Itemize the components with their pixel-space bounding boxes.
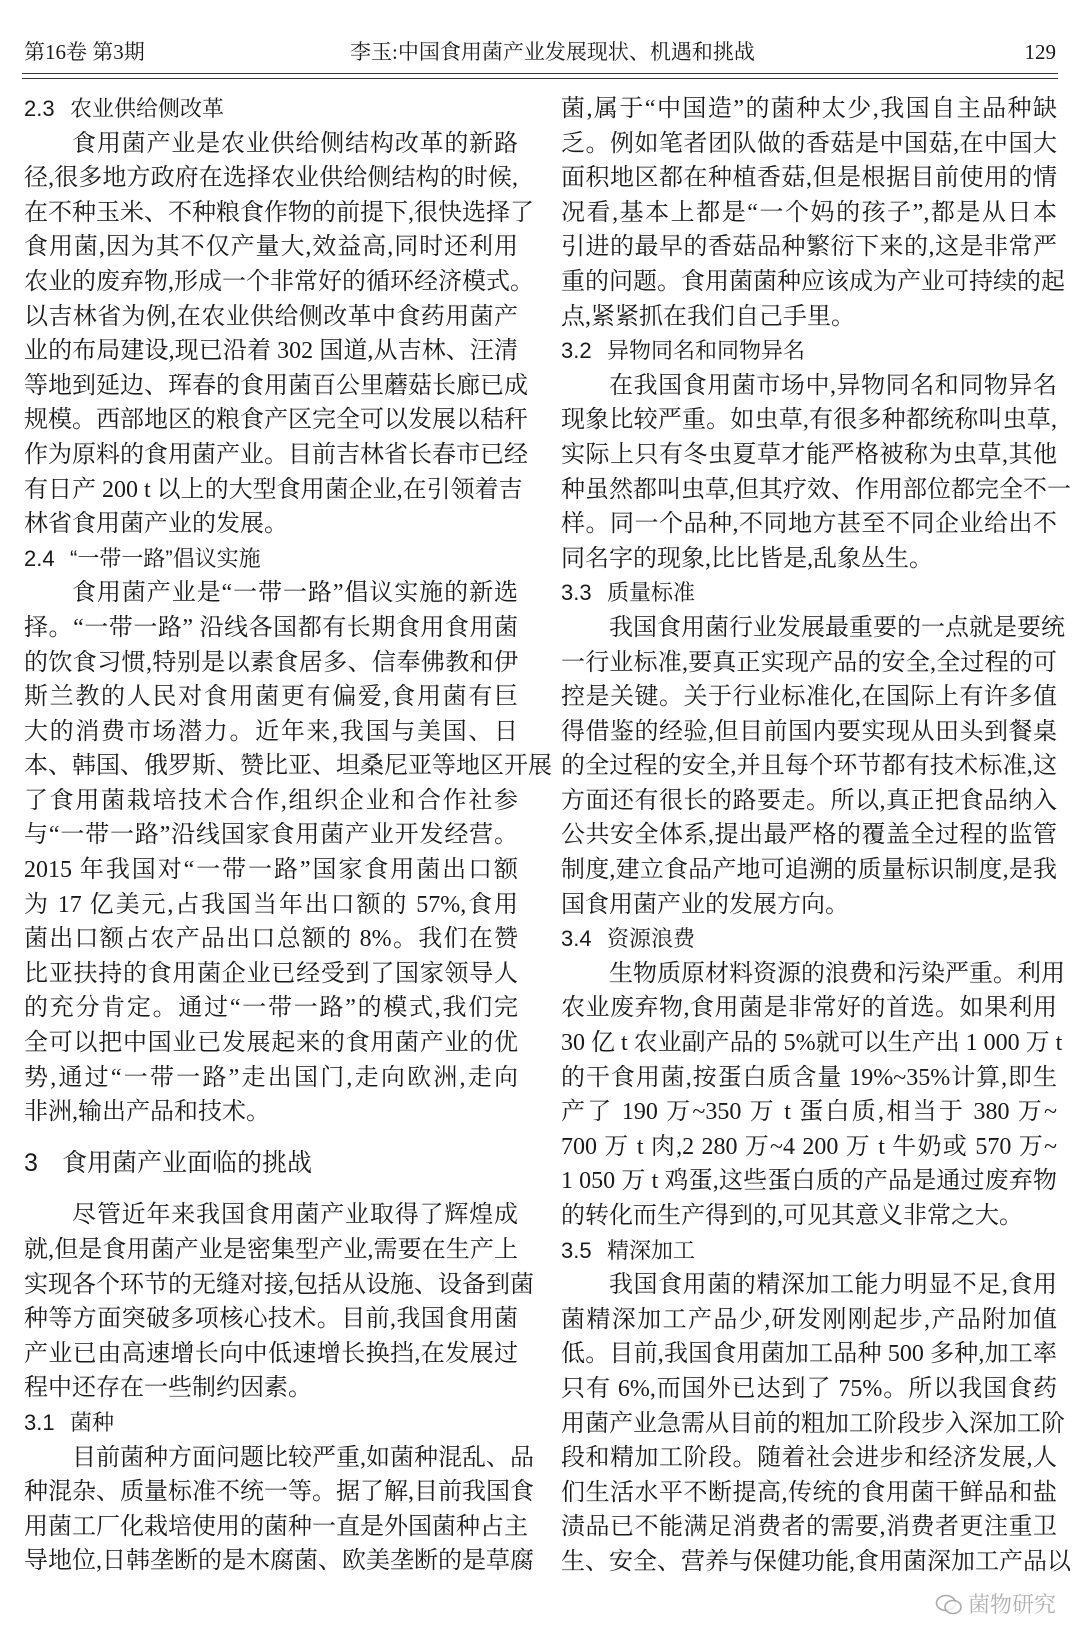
text-line: 规模。西部地区的粮食产区完全可以发展以秸秆 xyxy=(24,407,528,434)
text-line: 我国食用菌行业发展最重要的一点就是要统 xyxy=(609,614,1065,641)
text-line: 与“一带一路”沿线国家食用菌产业开发经营。 xyxy=(24,822,518,849)
text-line: 本、韩国、俄罗斯、赞比亚、坦桑尼亚等地区开展 xyxy=(24,753,552,780)
section-title: 农业供给侧改革 xyxy=(70,96,225,121)
text-line: 林省食用菌产业的发展。 xyxy=(24,511,288,538)
section-number: 2.3 xyxy=(24,96,55,121)
text-line: 30 亿 t 农业副产品的 5%就可以生产出 1 000 万 t xyxy=(561,1030,1063,1057)
paragraph xyxy=(561,1268,1071,1579)
text-line: 比亚扶持的食用菌企业已经受到了国家领导人 xyxy=(24,960,518,987)
text-line: 业的布局建设,现已沿着 302 国道,从吉林、汪清 xyxy=(24,338,518,365)
watermark-text: 菌物研究 xyxy=(967,1592,1056,1617)
text-line: 菌精深加工产品少,研发刚刚起步,产品附加值 xyxy=(561,1306,1057,1333)
text-line: 低。目前,我国食用菌加工品种 500 多种,加工率 xyxy=(561,1341,1057,1368)
text-line: 作为原料的食用菌产业。目前吉林省长春市已经 xyxy=(24,441,528,468)
text-line: 斯兰教的人民对食用菌更有偏爱,食用菌有巨 xyxy=(24,684,518,711)
text-line: 况看,基本上都是“一个妈的孩子”,都是从日本 xyxy=(561,199,1057,226)
text-line: 实现各个环节的无缝对接,包括从设施、设备到菌 xyxy=(24,1271,534,1298)
text-line: 段和精加工阶段。随着社会进步和经济发展,人 xyxy=(561,1445,1057,1472)
text-line: 农业的废弃物,形成一个非常好的循环经济模式。 xyxy=(24,268,534,295)
text-line: 就,但是食用菌产业是密集型产业,需要在生产上 xyxy=(24,1237,518,1263)
text-line: 们生活水平不断提高,传统的食用菌干鲜品和盐 xyxy=(561,1479,1057,1506)
text-line: 以吉林省为例,在农业供给侧改革中食药用菌产 xyxy=(24,303,518,330)
text-line: 目前菌种方面问题比较严重,如菌种混乱、品 xyxy=(72,1444,534,1471)
paragraph xyxy=(561,611,1065,922)
section-heading xyxy=(24,542,518,577)
text-line: 农业废弃物,食用菌是非常好的首选。如果利用 xyxy=(561,995,1057,1022)
section-heading xyxy=(561,334,1057,369)
text-line: 生物质原材料资源的浪费和污染严重。利用 xyxy=(609,960,1065,987)
text-line: 国食用菌产业的发展方向。 xyxy=(561,891,849,918)
text-line: 全可以把中国业已发展起来的食用菌产业的优 xyxy=(24,1030,518,1057)
text-line: 只有 6%,而国外已达到了 75%。所以我国食药 xyxy=(561,1375,1057,1402)
text-line: 有日产 200 t 以上的大型食用菌企业,在引领着吉 xyxy=(24,476,523,503)
left-column xyxy=(24,92,552,1579)
section-heading xyxy=(561,1234,1057,1269)
section-title: 精深加工 xyxy=(607,1237,696,1263)
paragraph xyxy=(561,957,1065,1234)
section-title: 菌种 xyxy=(70,1409,115,1435)
section-title: 异物同名和同物异名 xyxy=(607,338,806,364)
text-line: 程中还存在一些制约因素。 xyxy=(24,1375,312,1402)
paragraph xyxy=(24,1198,534,1406)
text-line: 种混杂、质量标准不统一等。据了解,目前我国食 xyxy=(24,1479,534,1506)
text-line: 的干食用菌,按蛋白质含量 19%~35%计算,即生 xyxy=(561,1064,1057,1091)
paragraph xyxy=(24,576,552,1130)
wechat-icon xyxy=(935,1594,963,1616)
text-line: 菌出口额占农产品出口总额的 8%。我们在赞 xyxy=(24,926,518,953)
text-line: 的充分肯定。通过“一带一路”的模式,我们完 xyxy=(24,995,518,1022)
text-line: 食用菌产业是“一带一路”倡议实施的新选 xyxy=(72,580,518,607)
text-line: 方面还有很长的路要走。所以,真正把食品纳入 xyxy=(561,787,1057,814)
running-title: 李玉:中国食用菌产业发展现状、机遇和挑战 xyxy=(350,40,755,64)
chapter-heading xyxy=(24,1146,518,1181)
section-heading xyxy=(561,922,1057,957)
header-rule xyxy=(22,73,1058,74)
text-line: 非洲,输出产品和技术。 xyxy=(24,1099,270,1126)
text-line: 的转化而生产得到的,可见其意义非常之大。 xyxy=(561,1203,1023,1229)
text-line: 用菌工厂化栽培使用的菌种一直是外国菌种占主 xyxy=(24,1513,528,1540)
text-line: 一行业标准,要真正实现产品的安全,全过程的可 xyxy=(561,649,1057,676)
text-line: 导地位,日韩垄断的是木腐菌、欧美垄断的是草腐 xyxy=(24,1548,534,1575)
text-line: 等地到延边、珲春的食用菌百公里蘑菇长廊已成 xyxy=(24,372,528,399)
section-title: 食用菌产业面临的挑战 xyxy=(62,1148,313,1177)
right-column xyxy=(561,92,1071,1580)
section-number: 3.5 xyxy=(561,1237,592,1263)
text-line: 实际上只有冬虫夏草才能严格被称为虫草,其他 xyxy=(561,441,1057,468)
text-line: 1 050 万 t 鸡蛋,这些蛋白质的产品是通过废弃物 xyxy=(561,1168,1057,1195)
text-line: 径,很多地方政府在选择农业供给侧结构的时候, xyxy=(24,165,518,192)
text-line: 我国食用菌的精深加工能力明显不足,食用 xyxy=(609,1272,1057,1299)
text-line: 用菌产业急需从目前的粗加工阶段步入深加工阶 xyxy=(561,1410,1065,1437)
text-line: 在我国食用菌市场中,异物同名和同物异名 xyxy=(609,372,1057,399)
text-line: 样。同一个品种,不同地方甚至不同企业给出不 xyxy=(561,511,1057,538)
text-line: 种虽然都叫虫草,但其疗效、作用部位都完全不一 xyxy=(561,476,1071,503)
section-number: 3 xyxy=(24,1148,38,1177)
paragraph xyxy=(561,369,1071,577)
text-line: 了食用菌栽培技术合作,组织企业和合作社参 xyxy=(24,787,518,814)
text-line: 乏。例如笔者团队做的香菇是中国菇,在中国大 xyxy=(561,130,1057,157)
text-line: 种等方面突破多项核心技术。目前,我国食用菌 xyxy=(24,1306,518,1333)
text-line: 同名字的现象,比比皆是,乱象丛生。 xyxy=(561,545,933,572)
text-line: 重的问题。食用菌菌种应该成为产业可持续的起 xyxy=(561,268,1065,295)
text-line: 渍品已不能满足消费者的需要,消费者更注重卫 xyxy=(561,1514,1057,1541)
journal-volume-issue: 第16卷 第3期 xyxy=(24,40,145,64)
paragraph xyxy=(561,92,1065,334)
text-line: 在不种玉米、不种粮食作物的前提下,很快选择了 xyxy=(24,199,534,226)
text-line: 控是关键。关于行业标准化,在国际上有许多值 xyxy=(561,684,1057,711)
text-line: 制度,建立食品产地可追溯的质量标识制度,是我 xyxy=(561,857,1057,884)
section-title: 资源浪费 xyxy=(607,926,696,952)
page-number: 129 xyxy=(1024,40,1056,64)
paragraph xyxy=(24,1441,534,1579)
text-line: 择。“一带一路” 沿线各国都有长期食用食用菌 xyxy=(24,614,518,641)
text-line: 公共安全体系,提出最严格的覆盖全过程的监管 xyxy=(561,822,1057,849)
section-heading xyxy=(24,92,518,127)
paragraph xyxy=(24,127,534,542)
section-heading xyxy=(24,1406,518,1441)
text-line: 2015 年我国对“一带一路”国家食用菌出口额 xyxy=(24,857,518,884)
text-line: 点,紧紧抓在我们自己手里。 xyxy=(561,303,855,330)
section-number: 3.3 xyxy=(561,580,592,606)
section-number: 3.1 xyxy=(24,1409,55,1435)
text-line: 的饮食习惯,特别是以素食居多、信奉佛教和伊 xyxy=(24,649,518,676)
section-title: 质量标准 xyxy=(607,580,696,606)
text-line: 为 17 亿美元,占我国当年出口额的 57%,食用 xyxy=(24,891,518,918)
section-number: 3.4 xyxy=(561,926,592,952)
text-line: 大的消费市场潜力。近年来,我国与美国、日 xyxy=(24,718,518,745)
text-line: 势,通过“一带一路”走出国门,走向欧洲,走向 xyxy=(24,1064,518,1091)
text-line: 生、安全、营养与保健功能,食用菌深加工产品以 xyxy=(561,1548,1071,1575)
text-line: 产了 190 万~350 万 t 蛋白质,相当于 380 万~ xyxy=(561,1099,1057,1126)
text-line: 食用菌,因为其不仅产量大,效益高,同时还利用 xyxy=(24,234,518,261)
text-line: 得借鉴的经验,但目前国内要实现从田头到餐桌 xyxy=(561,718,1057,745)
section-number: 3.2 xyxy=(561,338,592,364)
text-line: 的全过程的安全,并且每个环节都有技术标准,这 xyxy=(561,753,1057,780)
text-line: 现象比较严重。如虫草,有很多种都统称叫虫草, xyxy=(561,407,1057,434)
text-line: 700 万 t 肉,2 280 万~4 200 万 t 牛奶或 570 万~ xyxy=(561,1133,1057,1160)
text-line: 产业已由高速增长向中低速增长换挡,在发展过 xyxy=(24,1340,518,1367)
section-title: “一带一路”倡议实施 xyxy=(70,545,261,571)
text-line: 引进的最早的香菇品种繁衍下来的,这是非常严 xyxy=(561,234,1057,261)
watermark xyxy=(935,1592,1056,1618)
section-heading xyxy=(561,576,1057,611)
text-line: 尽管近年来我国食用菌产业取得了辉煌成 xyxy=(72,1202,518,1229)
text-line: 菌,属于“中国造”的菌种太少,我国自主品种缺 xyxy=(561,96,1057,122)
header-rule xyxy=(22,78,1058,79)
text-line: 食用菌产业是农业供给侧结构改革的新路 xyxy=(72,130,518,157)
section-number: 2.4 xyxy=(24,545,55,571)
text-line: 面积地区都在种植香菇,但是根据目前使用的情 xyxy=(561,165,1057,192)
